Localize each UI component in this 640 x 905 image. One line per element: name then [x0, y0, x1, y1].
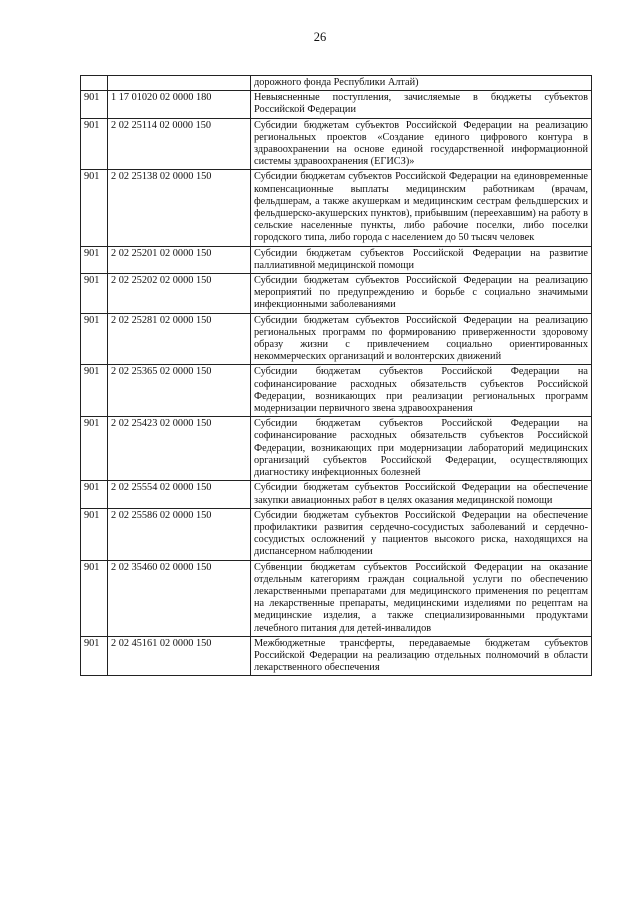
revenue-code-cell: 2 02 25554 02 0000 150: [108, 481, 251, 508]
table-row: [81, 274, 592, 314]
revenue-code-cell: 2 02 25202 02 0000 150: [108, 274, 251, 314]
revenue-code-cell: 2 02 45161 02 0000 150: [108, 636, 251, 676]
revenue-code-cell: 2 02 25365 02 0000 150: [108, 365, 251, 417]
revenue-code-cell: 2 02 25423 02 0000 150: [108, 417, 251, 481]
revenue-name-cell: Невыясненные поступления, зачисляемые в бюджеты субъектов Российской Федерации: [251, 91, 592, 118]
admin-code-cell: 901: [81, 636, 108, 676]
revenue-code-cell: 2 02 35460 02 0000 150: [108, 560, 251, 636]
revenue-code-cell: 2 02 25114 02 0000 150: [108, 118, 251, 170]
page-number: 26: [313, 30, 327, 44]
table-row: [81, 118, 592, 170]
table-row: [81, 313, 592, 365]
table-row: [81, 636, 592, 676]
revenue-name-cell: Субвенции бюджетам субъектов Российской Федерации на оказание отдельным категориям граждан социальной услуги по обеспечению лекарственными препаратами для медицинского применения по рецептам на лекарственные препараты, медицинскими изделиями по рецептам на медицинские изделия, а также специализированными продуктами лечебного питания для детей-инвалидов: [251, 560, 592, 636]
table-row: [81, 76, 592, 91]
revenue-code-cell: 2 02 25281 02 0000 150: [108, 313, 251, 365]
admin-code-cell: 901: [81, 91, 108, 118]
table-row: [81, 481, 592, 508]
admin-code-cell: 901: [81, 118, 108, 170]
revenue-name-cell: Субсидии бюджетам субъектов Российской Федерации на реализацию мероприятий по предупреждению и борьбе с социально значимыми инфекционными заболеваниями: [251, 274, 592, 314]
revenue-name-cell: дорожного фонда Республики Алтай): [251, 76, 592, 91]
revenue-code-cell: 1 17 01020 02 0000 180: [108, 91, 251, 118]
budget-revenue-table: [80, 75, 592, 676]
admin-code-cell: 901: [81, 481, 108, 508]
revenue-name-cell: Субсидии бюджетам субъектов Российской Федерации на обеспечение профилактики развития сердечно-сосудистых заболеваний и сердечно-сосудистых осложнений у пациентов высокого риска, находящихся на диспансерном наблюдении: [251, 508, 592, 560]
table-row: [81, 560, 592, 636]
revenue-name-cell: Субсидии бюджетам субъектов Российской Федерации на реализацию региональных проектов «Создание единого цифрового контура в здравоохранении на основе единой государственной информационной системы здравоохранения (ЕГИСЗ)»: [251, 118, 592, 170]
table-row: [81, 91, 592, 118]
admin-code-cell: 901: [81, 246, 108, 273]
revenue-code-cell: 2 02 25201 02 0000 150: [108, 246, 251, 273]
admin-code-cell: 901: [81, 417, 108, 481]
table-row: [81, 508, 592, 560]
admin-code-cell: 901: [81, 274, 108, 314]
revenue-name-cell: Субсидии бюджетам субъектов Российской Федерации на софинансирование расходных обязательств субъектов Российской Федерации, возникающих при модернизации лабораторий медицинских организаций субъектов Российской Федерации, осуществляющих диагностику инфекционных болезней: [251, 417, 592, 481]
table-row: [81, 365, 592, 417]
admin-code-cell: 901: [81, 313, 108, 365]
revenue-code-cell: 2 02 25586 02 0000 150: [108, 508, 251, 560]
admin-code-cell: 901: [81, 365, 108, 417]
table-row: [81, 170, 592, 246]
revenue-name-cell: Субсидии бюджетам субъектов Российской Федерации на обеспечение закупки авиационных работ в целях оказания медицинской помощи: [251, 481, 592, 508]
admin-code-cell: 901: [81, 508, 108, 560]
revenue-name-cell: Субсидии бюджетам субъектов Российской Федерации на софинансирование расходных обязательств субъектов Российской Федерации, возникающих при реализации региональных программ модернизации первичного звена здравоохранения: [251, 365, 592, 417]
revenue-name-cell: Субсидии бюджетам субъектов Российской Федерации на развитие паллиативной медицинской помощи: [251, 246, 592, 273]
admin-code-cell: 901: [81, 560, 108, 636]
revenue-name-cell: Субсидии бюджетам субъектов Российской Федерации на реализацию региональных программ по формированию приверженности здоровому образу жизни с привлечением социально ориентированных некоммерческих организаций и волонтерских движений: [251, 313, 592, 365]
revenue-name-cell: Субсидии бюджетам субъектов Российской Федерации на единовременные компенсационные выплаты медицинским работникам (врачам, фельдшерам, а также акушеркам и медицинским сестрам фельдшерских и фельдшерско-акушерских пунктов), прибывшим (переехавшим) на работу в сельские населенные пункты, либо рабочие поселки, либо поселки городского типа, либо города с населением до 50 тысяч человек: [251, 170, 592, 246]
table-row: [81, 246, 592, 273]
admin-code-cell: [81, 76, 108, 91]
admin-code-cell: 901: [81, 170, 108, 246]
revenue-code-cell: 2 02 25138 02 0000 150: [108, 170, 251, 246]
revenue-name-cell: Межбюджетные трансферты, передаваемые бюджетам субъектов Российской Федерации на реализацию отдельных полномочий в области лекарственного обеспечения: [251, 636, 592, 676]
revenue-code-cell: [108, 76, 251, 91]
table-row: [81, 417, 592, 481]
